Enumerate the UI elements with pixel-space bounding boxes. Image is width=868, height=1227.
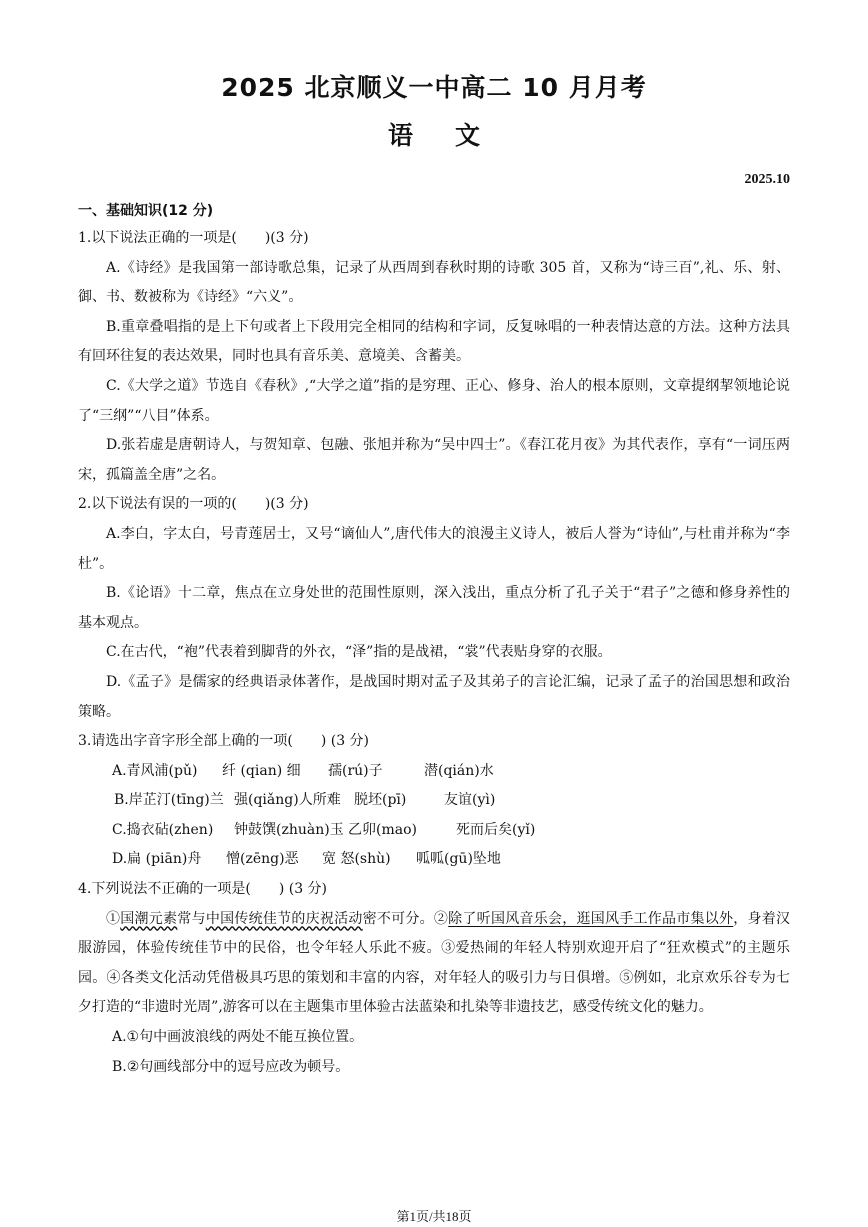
question-3-option-row	[78, 757, 790, 787]
question-2-option-a: A.李白，字太白，号青莲居士，又号“谪仙人”,唐代伟大的浪漫主义诗人，被后人誉为“诗仙”,与杜甫并称为“李杜”。	[78, 525, 790, 572]
question-3-option-row	[78, 845, 790, 875]
question-4-passage	[78, 905, 790, 1023]
option-word: 死而后矣(yǐ)	[456, 821, 536, 838]
option-word: D.扁 (piān)舟	[112, 851, 202, 868]
wavy-underlined-text: 国潮元素	[120, 910, 178, 927]
option-word: B.岸芷汀(tīng)兰	[114, 792, 224, 809]
option-word: 宽 怒(shù)	[322, 851, 391, 868]
underlined-text: 除了听国风音乐会，逛国风手工作品市集以外	[448, 910, 734, 927]
question-1-option-c: C.《大学之道》节选自《春秋》,“大学之道”指的是穷理、正心、修身、治人的根本原则，文章提纲挈领地论说了“三纲”“八目”体系。	[78, 377, 790, 424]
question-1-option-b: B.重章叠唱指的是上下句或者上下段用完全相同的结构和字词，反复咏唱的一种表情达意的方法。这种方法具有回环往复的表达效果，同时也具有音乐美、意境美、含蓄美。	[78, 318, 790, 365]
option-word: 强(qiǎng)人所难	[234, 792, 341, 809]
question-2-option-b: B.《论语》十二章，焦点在立身处世的范围性原则，深入浅出，重点分析了孔子关于“君子”之德和修身养性的基本观点。	[78, 585, 790, 631]
option-word: 钟鼓馔(zhuàn)玉	[234, 821, 344, 838]
question-3-option-row	[78, 816, 790, 846]
exam-date: 2025.10	[744, 172, 790, 187]
question-4-option-b: B.②句画线部分中的逗号应改为顿号。	[112, 1058, 350, 1075]
option-word: 潜(qián)水	[424, 762, 494, 779]
option-word: 乙卯(mao)	[348, 821, 417, 838]
section-heading: 一、基础知识(12 分)	[78, 203, 214, 219]
option-word: 友谊(yì)	[444, 792, 496, 809]
option-word: 呱呱(gū)坠地	[416, 851, 501, 868]
wavy-underlined-text: 中国传统佳节的庆祝活动	[205, 910, 363, 927]
question-3-stem: 3.请选出字音字形全部上确的一项( ) (3 分)	[78, 733, 370, 750]
question-3-option-row	[78, 786, 790, 816]
passage-text: ，身着汉服游园，体验传统佳节中的民俗，也令年轻人乐此不疲。③爱热闹的年轻人特别欢迎开启了“狂欢模式”的主题乐园。④各类文化活动凭借极具巧思的策划和丰富的内容，对年轻人的吸引力与日俱增。⑤例如，北京欢乐谷专为七夕打造的“非遗时光周”,游客可以在主题集市里体验古法蓝染和扎染等非遗技艺，感受传统文化的魅力。	[78, 910, 791, 1016]
passage-text: 常与	[177, 910, 206, 927]
subject-title: 语文	[387, 121, 522, 150]
question-1-option-d: D.张若虚是唐朝诗人，与贺知章、包融、张旭并称为“吴中四士”。《春江花月夜》为其代表作，享有“一词压两宋，孤篇盖全唐”之名。	[78, 437, 790, 483]
question-4-option-a: A.①句中画波浪线的两处不能互换位置。	[112, 1029, 364, 1046]
option-word: 脱坯(pī)	[354, 792, 407, 809]
option-word: A.青风浦(pǔ)	[112, 762, 198, 779]
question-2-option-c: C.在古代，“袍”代表着到脚背的外衣，“泽”指的是战裙，“裳”代表贴身穿的衣服。	[106, 644, 612, 661]
question-2-stem: 2.以下说法有误的一项的( )(3 分)	[78, 496, 309, 513]
sentence-number: ①	[106, 910, 121, 927]
question-1-stem: 1.以下说法正确的一项是( )(3 分)	[78, 230, 309, 246]
option-word: 憎(zēng)恶	[226, 851, 299, 868]
option-word: 孺(rú)子	[328, 762, 383, 779]
question-4-stem: 4.下列说法不正确的一项是( ) (3 分)	[78, 881, 328, 898]
question-2-option-d: D.《孟子》是儒家的经典语录体著作，是战国时期对孟子及其弟子的言论汇编，记录了孟子的治国思想和政治策略。	[78, 673, 790, 720]
question-1-option-a: A.《诗经》是我国第一部诗歌总集，记录了从西周到春秋时期的诗歌 305 首，又称为“诗三百”,礼、乐、射、御、书、数被称为《诗经》“六义”。	[78, 259, 790, 306]
option-word: 纤 (qian) 细	[222, 762, 301, 779]
passage-text: 密不可分。②	[362, 910, 449, 927]
exam-title: 2025 北京顺义一中高二 10 月月考	[221, 73, 647, 102]
page-footer: 第1页/共18页	[396, 1209, 472, 1224]
option-word: C.捣衣砧(zhen)	[112, 821, 214, 838]
